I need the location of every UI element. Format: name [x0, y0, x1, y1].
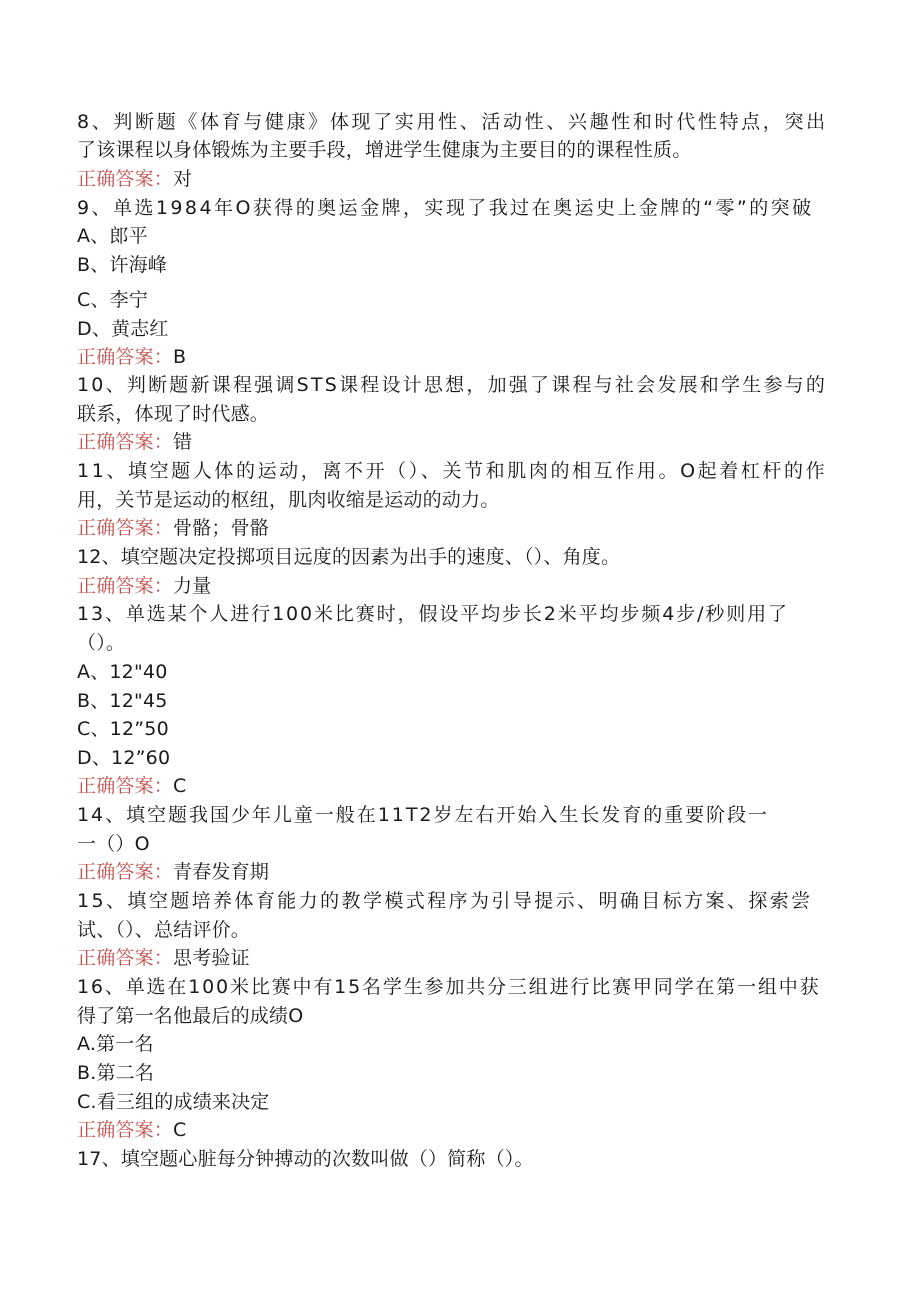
- question-line: B、许海峰: [77, 254, 168, 276]
- question-line: 了该课程以身体锻炼为主要手段，增进学生健康为主要目的的课程性质。: [77, 139, 692, 161]
- answer-label: 正确答案：: [77, 346, 174, 368]
- question-line: C、12”50: [77, 718, 169, 740]
- question-line: 试、（）、总结评价。: [77, 919, 251, 941]
- answer-label: 正确答案：: [77, 575, 174, 597]
- question-line: 联系，体现了时代感。: [77, 403, 270, 425]
- question-line: A、12"40: [77, 661, 168, 683]
- question-line: 16、单选在100米比赛中有15名学生参加共分三组进行比赛甲同学在第一组中获: [77, 976, 821, 998]
- answer-line: [77, 946, 250, 970]
- question-line: 12、填空题决定投掷项目远度的因素为出手的速度、（）、角度。: [77, 546, 621, 568]
- answer-label: 正确答案：: [77, 168, 174, 190]
- question-line: D、12”60: [77, 747, 171, 769]
- question-line: 13、单选某个人进行100米比赛时，假设平均步长2米平均步频4步/秒则用了: [77, 603, 789, 625]
- question-line: 15、填空题培养体育能力的教学模式程序为引导提示、明确目标方案、探索尝: [77, 890, 813, 912]
- question-line: B、12"45: [77, 690, 168, 712]
- answer-value: 思考验证: [173, 947, 250, 969]
- question-line: 用，关节是运动的枢纽，肌肉收缩是运动的动力。: [77, 489, 500, 511]
- answer-label: 正确答案：: [77, 775, 174, 797]
- answer-value: B: [173, 346, 187, 368]
- answer-label: 正确答案：: [77, 1119, 174, 1141]
- question-line: （）。: [77, 632, 126, 654]
- question-line: 9、单选1984年O获得的奥运金牌，实现了我过在奥运史上金牌的“零”的突破: [77, 197, 814, 219]
- answer-value: C: [173, 1119, 187, 1141]
- answer-value: C: [173, 775, 187, 797]
- question-line: 10、判断题新课程强调STS课程设计思想，加强了课程与社会发展和学生参与的: [77, 374, 828, 396]
- question-line: 一（）O: [77, 833, 150, 855]
- answer-line: [77, 516, 269, 540]
- answer-label: 正确答案：: [77, 517, 174, 539]
- question-line: D、黄志红: [77, 318, 169, 340]
- answer-line: [77, 430, 192, 454]
- answer-line: [77, 774, 186, 798]
- question-line: C.看三组的成绩来决定: [77, 1091, 270, 1113]
- question-line: B.第二名: [77, 1062, 155, 1084]
- question-line: 17、填空题心脏每分钟搏动的次数叫做（）简称（）。: [77, 1148, 534, 1170]
- question-line: A、郎平: [77, 225, 148, 247]
- question-line: A.第一名: [77, 1033, 154, 1055]
- answer-label: 正确答案：: [77, 947, 174, 969]
- question-line: 得了第一名他最后的成绩O: [77, 1005, 304, 1027]
- answer-line: [77, 1118, 186, 1142]
- answer-value: 青春发育期: [173, 861, 270, 883]
- answer-label: 正确答案：: [77, 431, 174, 453]
- question-line: 14、填空题我国少年儿童一般在11T2岁左右开始入生长发育的重要阶段一: [77, 804, 770, 826]
- answer-value: 错: [173, 431, 193, 453]
- question-line: 11、填空题人体的运动，离不开（）、关节和肌肉的相互作用。O起着杠杆的作: [77, 460, 828, 482]
- answer-value: 对: [173, 168, 193, 190]
- answer-line: [77, 167, 192, 191]
- answer-value: 力量: [173, 575, 212, 597]
- question-line: C、李宁: [77, 289, 149, 311]
- answer-line: [77, 345, 186, 369]
- answer-value: 骨骼；骨骼: [173, 517, 270, 539]
- question-line: 8、判断题《体育与健康》体现了实用性、活动性、兴趣性和时代性特点，突出: [77, 111, 828, 133]
- answer-line: [77, 574, 211, 598]
- answer-label: 正确答案：: [77, 861, 174, 883]
- answer-line: [77, 860, 269, 884]
